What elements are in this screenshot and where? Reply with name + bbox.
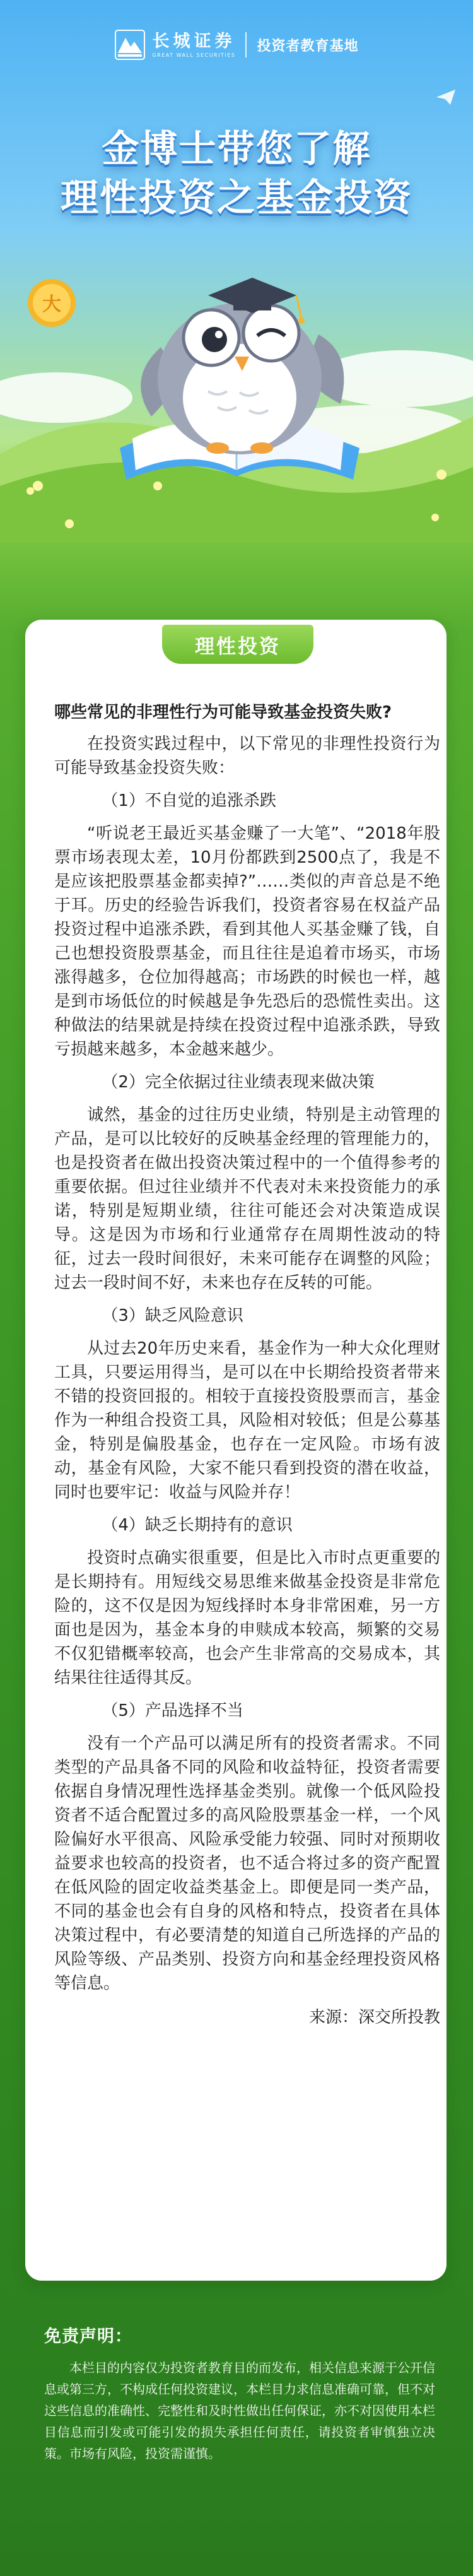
page-title-line1: 金博士带您了解	[102, 127, 371, 170]
section-heading: （4）缺乏长期持有的意识	[102, 1516, 293, 1535]
edu-base-label: 投资者教育基地	[257, 38, 359, 54]
section-heading: （2）完全依据过往业绩表现来做决策	[102, 1073, 375, 1092]
section-paragraph: 诚然，基金的过往历史业绩，特别是主动管理的产品，是可以比较好的反映基金经理的管理能力的，也是投资者在做出投资决策过程中的一个值得参考的重要依据。但过往业绩并不代表对未来投资能力的承诺，特别是短期业绩，往往可能还会对决策造成误导。这是因为市场和行业通常存在周期性波动的特征，过去一段时间很好，未来可能存在调整的风险；过去一段时间不好，未来也存在反转的可能。	[54, 1106, 440, 1292]
section-heading: （1）不自觉的追涨杀跌	[102, 791, 276, 810]
article-source: 来源：深交所投教	[308, 2008, 440, 2027]
section-heading: （5）产品选择不当	[102, 1701, 243, 1720]
brand-text	[152, 32, 235, 58]
great-wall-logo-icon	[114, 29, 146, 61]
section-paragraph: 从过去20年历史来看，基金作为一种大众化理财工具，只要运用得当，是可以在中长期给投资者带来不错的投资回报的。相较于直接投资股票而言，基金作为一种组合投资工具，风险相对较低；但是公募基金，特别是偏股基金，也存在一定风险。市场有波动，基金有风险，大家不能只看到投资的潜在收益，同时也要牢记：收益与风险并存！	[54, 1339, 440, 1502]
gold-coin-icon	[28, 279, 76, 327]
section-paragraph: 投资时点确实很重要，但是比入市时点更重要的是长期持有。用短线交易思维来做基金投资是非常危险的，这不仅是因为短线择时本身非常困难，另一方面也是因为，基金本身的申赎成本较高，频繁的交易不仅犯错概率较高，也会产生非常高的交易成本，其结果往往适得其反。	[54, 1549, 440, 1687]
disclaimer	[44, 2322, 435, 2464]
brand-subtitle: GREAT WALL SECURITIES	[152, 52, 236, 58]
page-title-line2: 理性投资之基金投资	[61, 176, 412, 220]
section-paragraph: “听说老王最近买基金赚了一大笔”、“2018年股票市场表现太差，10月份都跌到2500点了，我是不是应该把股票基金都卖掉?”……类似的声音总是不绝于耳。历史的经验告诉我们，投资者容易在权益产品投资过程中追涨杀跌，看到其他人买基金赚了钱，自己也想投资股票基金，而且往往是追着市场买，市场涨得越多，仓位加得越高；市场跌的时候也一样，越是到市场低位的时候越是争先恐后的恐慌性卖出。这种做法的结果就是持续在投资过程中追涨杀跌，导致亏损越来越多，本金越来越少。	[54, 824, 440, 1059]
card-tab: 理性投资	[162, 625, 313, 664]
disclaimer-body: 本栏目的内容仅为投资者教育目的而发布，相关信息来源于公开信息或第三方，不构成任何投资建议，本栏目力求信息准确可靠，但不对这些信息的准确性、完整性和及时性做出任何保证，亦不对因使用本栏目信息而引发或可能引发的损失承担任何责任，请投资者审慎独立决策。市场有风险，投资需谨慎。	[44, 2360, 435, 2461]
section-heading: （3）缺乏风险意识	[102, 1306, 243, 1325]
article-question: 哪些常见的非理性行为可能导致基金投资失败?	[54, 703, 392, 722]
disclaimer-title: 免责声明：	[44, 2327, 132, 2346]
brand-divider	[245, 32, 247, 57]
brand-bar	[0, 29, 473, 61]
paper-plane-icon	[435, 88, 457, 106]
article-intro: 在投资实践过程中，以下常见的非理性投资行为可能导致基金投资失败：	[54, 735, 440, 777]
coin-char: 大	[42, 293, 61, 316]
hero-illustration	[0, 189, 473, 543]
article-body	[54, 700, 440, 2037]
brand-name: 长城证券	[152, 31, 236, 51]
section-paragraph: 没有一个产品可以满足所有的投资者需求。不同类型的产品具备不同的风险和收益特征，投资者需要依据自身情况理性选择基金类别。就像一个低风险投资者不适合配置过多的高风险股票基金一样，一个风险偏好水平很高、风险承受能力较强、同时对预期收益要求也较高的投资者，也不适合将过多的资产配置在低风险的固定收益类基金上。即便是同一类产品，不同的基金也会有自身的风格和特点，投资者在具体决策过程中，有必要清楚的知道自己所选择的产品的风险等级、产品类别、投资方向和基金经理投资风格等信息。	[54, 1734, 440, 1993]
